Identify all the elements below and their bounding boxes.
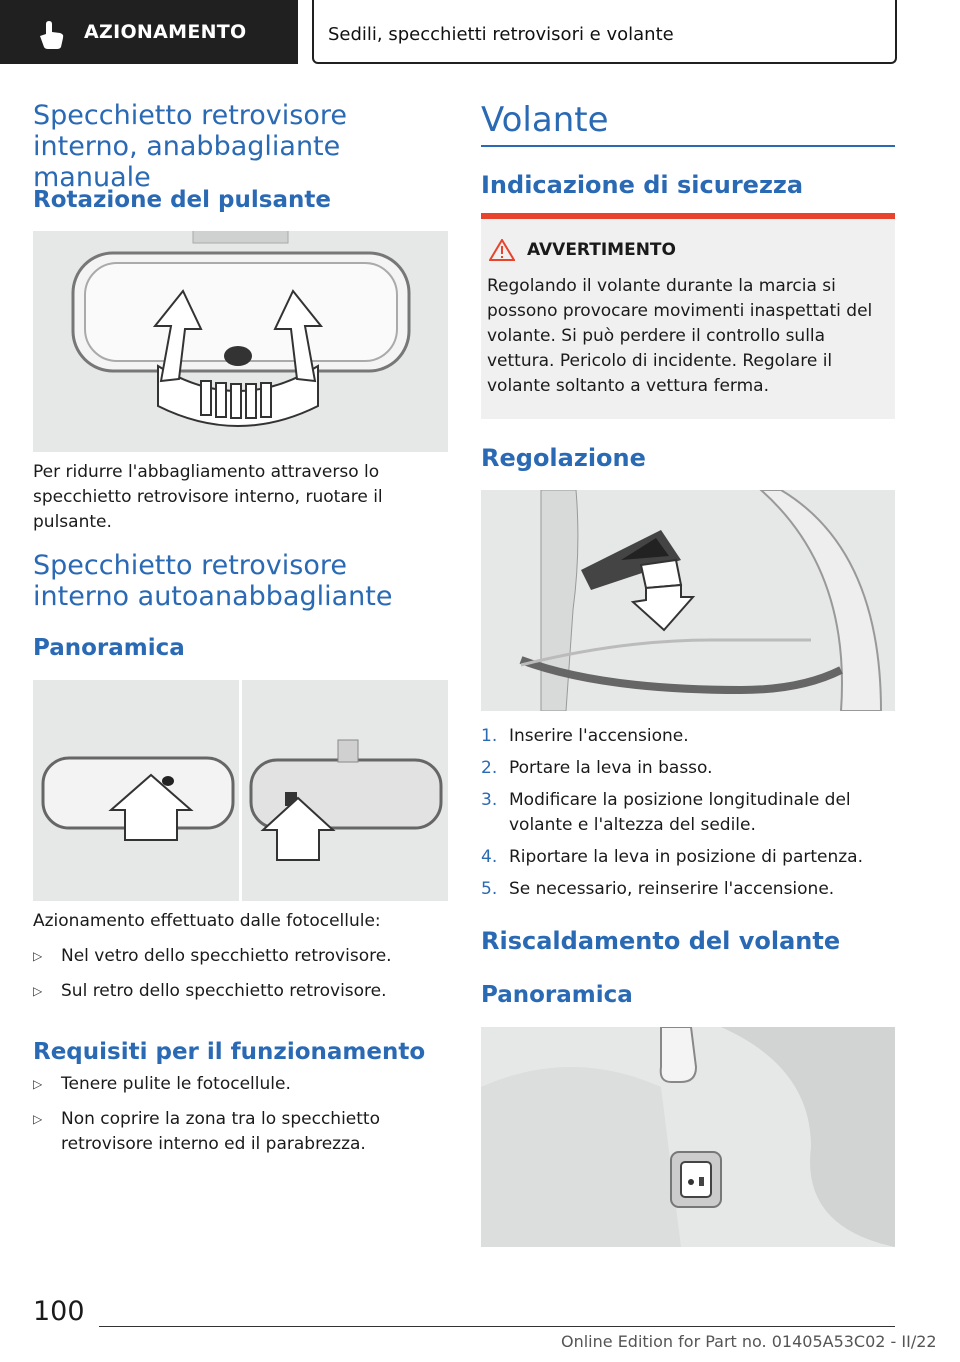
- subsection-overview-right: Panoramica: [481, 982, 633, 1008]
- list-item: ▷ Sul retro dello specchietto retrovisore.: [33, 981, 387, 1001]
- title-divider: [481, 145, 895, 147]
- footer-edition: Online Edition for Part no. 01405A53C02 - II/22: [561, 1332, 937, 1351]
- warning-triangle-icon: [489, 239, 515, 261]
- list-item: 3. Modificare la posizione longitudinale del volante e l'altezza del sedile.: [481, 790, 851, 835]
- list-item: ▷ Tenere pulite le fotocellule.: [33, 1074, 291, 1094]
- subsection-adjustment: Regolazione: [481, 444, 646, 472]
- photocell-illustration: [33, 680, 448, 901]
- warning-title: AVVERTIMENTO: [527, 240, 676, 260]
- bullet-list-photocells: [33, 944, 448, 1004]
- list-item: 1. Inserire l'accensione.: [481, 726, 689, 746]
- list-item: 2. Portare la leva in basso.: [481, 758, 713, 778]
- list-item: ▷ Non coprire la zona tra lo specchietto retrovisore interno ed il parabrezza.: [33, 1109, 380, 1154]
- paragraph-button-rotation: Per ridurre l'abbagliamento attraverso lo specchietto retrovisore interno, ruotare il pulsante.: [33, 462, 383, 532]
- header-section-title: AZIONAMENTO: [84, 21, 247, 43]
- section-manual-dimming-title: Specchietto retrovisore interno, anabbagliante manuale: [33, 100, 347, 193]
- steering-lever-illustration: [481, 490, 895, 711]
- section-wheel-heating-title: Riscaldamento del volante: [481, 927, 841, 955]
- warning-box: [481, 219, 895, 419]
- section-steering-wheel-title: Volante: [481, 100, 609, 140]
- list-item: ▷ Nel vetro dello specchietto retrovisore.: [33, 946, 392, 966]
- bullet-list-requirements: [33, 1072, 448, 1157]
- header-section-tab: [0, 0, 298, 64]
- mirror-rotation-illustration: [33, 231, 448, 452]
- header-chapter-tab: [312, 0, 897, 64]
- subsection-safety: Indicazione di sicurezza: [481, 171, 804, 199]
- subsection-requirements: Requisiti per il funzionamento: [33, 1039, 426, 1065]
- numbered-steps: [481, 724, 895, 902]
- footer-divider: [99, 1326, 895, 1327]
- page-number: 100: [33, 1296, 85, 1327]
- list-item: 5. Se necessario, reinserire l'accensione.: [481, 879, 835, 899]
- subsection-button-rotation: Rotazione del pulsante: [33, 187, 331, 213]
- subsection-overview-left: Panoramica: [33, 635, 185, 661]
- header-chapter-title: Sedili, specchietti retrovisori e volante: [328, 24, 674, 45]
- wheel-heating-button-illustration: [481, 1027, 895, 1247]
- hand-pointer-icon: [36, 20, 68, 50]
- list-item: 4. Riportare la leva in posizione di partenza.: [481, 847, 864, 867]
- section-auto-dimming-title: Specchietto retrovisore interno autoanabbagliante: [33, 550, 393, 612]
- warning-text: Regolando il volante durante la marcia si possono provocare movimenti inaspettati del volante. Si può perdere il controllo sulla vettura. Pericolo di incidente. Regolare il volante soltanto a vettura ferma.: [487, 276, 873, 396]
- paragraph-photocells: Azionamento effettuato dalle fotocellule:: [33, 911, 381, 931]
